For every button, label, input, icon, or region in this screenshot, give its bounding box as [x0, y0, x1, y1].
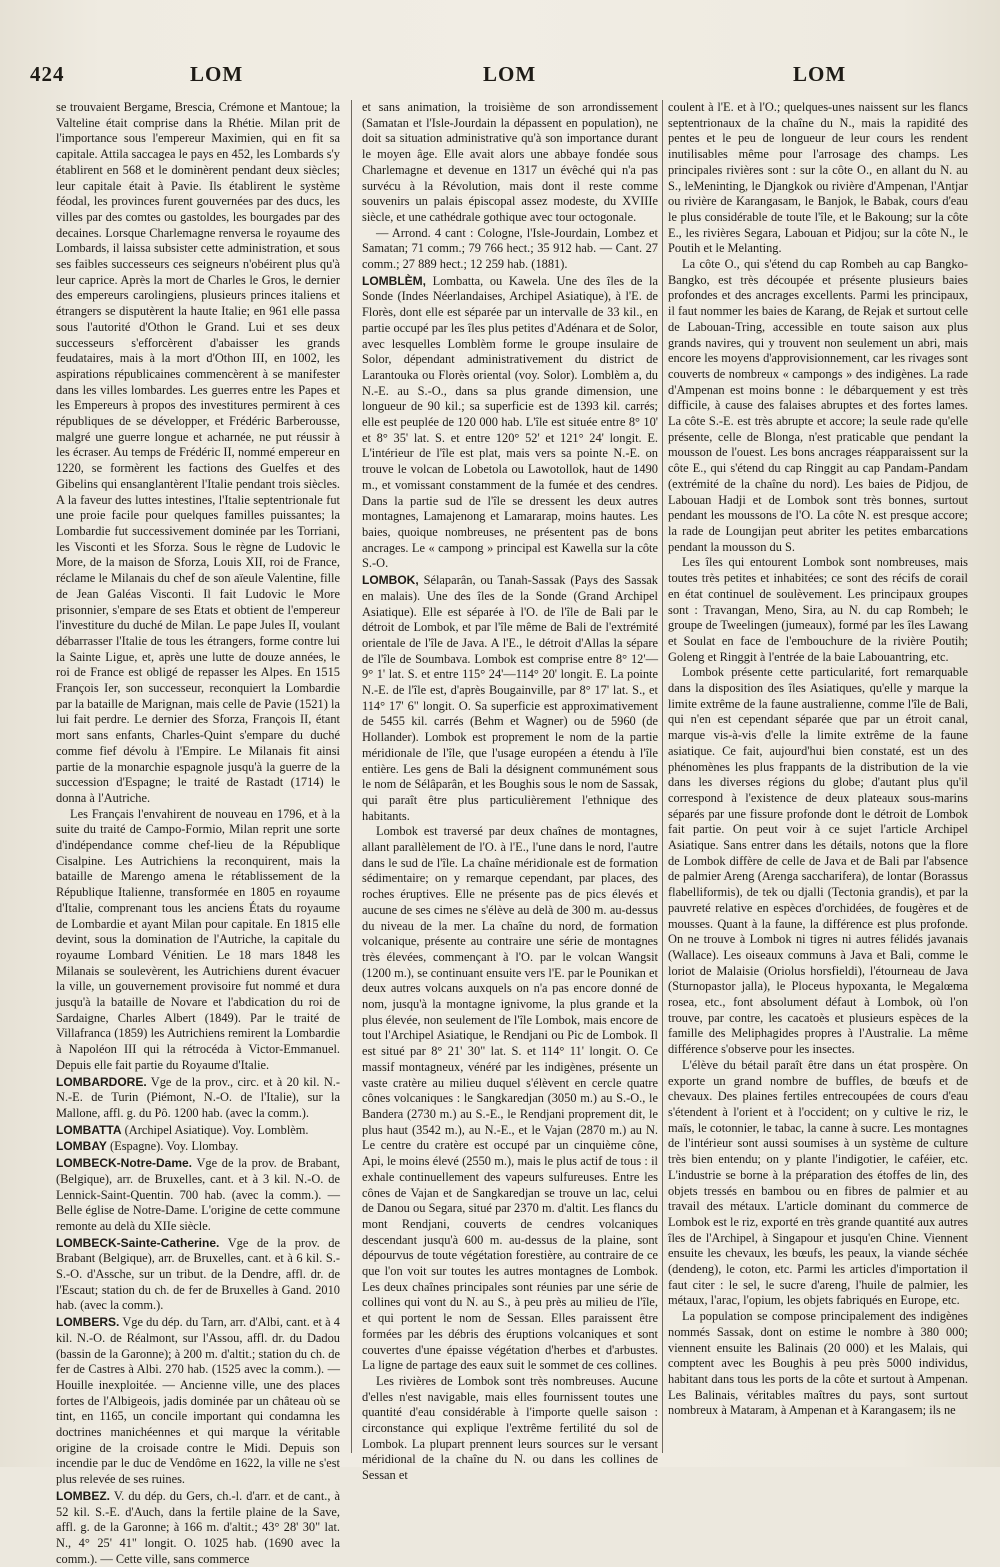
- entry-text: Sélaparân, ou Tanah-Sassak (Pays des Sassak en malais). Une des îles de la Sonde (Grand Archipel Asiatique). Elle est séparée à l'O. de l'île de Bali par le détroit de Lombok, et par l'île même de Bali de l'extrémité orientale de l'île de Java. A l'E., le détroit d'Allas la sépare de l'île de Soumbava. Lombok est comprise entre 8° 12'—9° 1' lat. S. et entre 115° 24'—114° 20' longit. E. La pointe N.-E. de l'île est, d'après Bougainville, par 8° 17' lat. S., et 114° 17' 6" longit. O. Sa superficie est approximativement de 5455 kil. carrés (Behm et Wagner) ou de 5960 (de Hollander). Lombok est proprement le nom de la partie méridionale de l'île, que l'usage européen a étendu à l'île entière. Les gens de Bali la désignent communément sous le nom de Sélâparân, et les Boughis sous le nom de Sassak, qui paraît être plus particulièrement l'ethnique des habitants.: [362, 573, 658, 823]
- entry-text: Vge du dép. du Tarn, arr. d'Albi, cant. et à 4 kil. N.-O. de Réalmont, sur l'Assou, affl. dr. du Dadou (bassin de la Garonne); à 200 m. d'altit.; station du ch. de fer de Castres à Albi. 270 hab. (1525 avec la comm.). — Houille inexploitée. — Ancienne ville, une des places fortes de l'Albigeois, jadis dominée par un château où se tint, en 1165, un concile important qui condamna les doctrines manichéennes et qui marque la véritable origine de la croisade contre le Midi. Depuis son incendie par le duc de Vendôme en 1622, la ville ne s'est plus relevée de ses ruines.: [56, 1315, 340, 1487]
- entry-text: Lombatta, ou Kawela. Une des îles de la Sonde (Indes Néerlandaises, Archipel Asiatique), à l'E. de Florès, dont elle est séparée par un intervalle de 33 kil., en partie occupé par les îles plus petites d'Adénara et de Solor, avec lesquelles Lomblèm forme le groupe insulaire de Solor, dépendant administrativement du district de Larantouka ou Florès oriental (voy. Solor). Lomblèm a, du N.-E. au S.-O., dans sa plus grande dimension, une longueur de 90 kil.; sa superficie est de 1393 kil. carrés; elle est peuplée de 120 000 hab. L'île est située entre 8° 10' et 8° 35' lat. S. et entre 120° 52' et 121° 24' longit. E. L'intérieur de l'île est plat, mais vers sa pointe N.-E. on trouve le volcan de Lobetola ou Lawotollok, haut de 1490 m., et vomissant constamment de la fumée et des cendres. Dans la partie sud de l'île se dressent les deux autres montagnes, Lamajenong et Lamararap, moins hautes. Les baies, quoique nombreuses, ne présentent pas de bons ancrages. Le « campong » principal est Kawella sur la côte S.-O.: [362, 273, 658, 571]
- entry-headword: LOMBEZ.: [56, 1488, 110, 1503]
- entry-lombers: [56, 1315, 340, 1488]
- page-number: 424: [30, 62, 65, 86]
- entry-headword: LOMBECK-Sainte-Catherine.: [56, 1235, 220, 1250]
- entry-lombok: [362, 573, 658, 824]
- entry-lomblem: [362, 274, 658, 572]
- paragraph-lombardie-history: se trouvaient Bergame, Brescia, Crémone et Mantoue; la Valteline était comprise dans la Rhétie. Milan prit de l'importance sous l'empereur Maximien, qui en fit sa capitale. Attila saccagea le pays en 452, les Lombards s'y établirent en 568 et le dominèrent pendant deux siècles; leur capitale était à Pavie. Ils établirent le système féodal, les provinces furent gouvernées par des ducs, les villes par des comtes ou gastoldes, les bourgades par des decaines. Lorsque Charlemagne renversa le royaume des Lombards, il laissa subsister cette administration, et sous ses faibles successeurs ces seigneurs n'obéirent plus qu'à leur caprice. Après la mort de Charles le Gros, le dernier des empereurs carolingiens, plusieurs princes italiens et étrangers se disputèrent la haute Italie; en 961 elle passa sous l'autorité d'Othon le Grand. Lui et ses deux successeurs s'efforcèrent d'abaisser les grands feudataires, mais à la mort d'Othon III, en 1002, les aspirations républicaines commencèrent à se manifester dans les villes lombardes. Les guerres entre les Papes et les Empereurs à propos des investitures permirent à ces républiques de se développer, et Frédéric Barberousse, malgré une guerre longue et acharnée, ne put réussir à les écraser. Au temps de Frédéric II, nommé empereur en 1220, se formèrent les factions des Guelfes et des Gibelins qui ensanglantèrent l'Italie pendant trois siècles. A la faveur des luttes intestines, l'Italie septentrionale fut une proie facile pour quelques familles puissantes; la Lombardie fut successivement dominée par les Torriani, les Visconti et les Sforza. Sous le règne de Ludovic le More, de la maison de Sforza, Louis XII, roi de France, réclame le Milanais du chef de son aïeule Valentine, fille de Jean Galéas Visconti. Il fait Ludovic le More prisonnier, s'empare de ses Etats et obtient de l'empereur l'investiture du duché de Milan. Le pape Jules II, voulant débarrasser l'Italie de tous les étrangers, forme contre lui la Sainte Ligue, et, après une lutte de douze années, le roi de France est obligé de repasser les Alpes. En 1515 François Ier, son successeur, reconquiert la Lombardie par la bataille de Marignan, mais celle de Pavie (1521) la lui fait perdre. Le dernier des Sforza, François II, étant mort sans enfants, Charles-Quint s'empare du duché comme fief dévolu à l'Empire. Le Milanais fit ainsi partie de la monarchie espagnole jusqu'à la guerre de la succession d'Espagne; le traité de Rastadt (1714) le donna à l'Autriche.: [56, 100, 340, 805]
- text-column-3: [668, 100, 968, 1455]
- column-rule-1: [351, 100, 352, 1453]
- entry-text: (Espagne). Voy. Llombay.: [110, 1139, 239, 1154]
- entry-lombeck-sainte-catherine: [56, 1236, 340, 1315]
- entry-lombatta: [56, 1123, 340, 1139]
- entry-lombardore: [56, 1075, 340, 1122]
- page-header: [0, 62, 1000, 98]
- paragraph-lombok-rivers-continued: coulent à l'E. et à l'O.; quelques-unes naissent sur les flancs septentrionaux de la chaîne du N., mais la rapidité des pentes et le peu de longueur de leur cours les rendent inutilisables même pour l'arrosage des champs. Les principales rivières sont : sur la côte O., en allant du N. au S., leMeninting, le Djangkok ou rivière d'Ampenan, l'Antjar ou rivière de Karangasam, le Banjok, le Babak, cours d'eau le plus considérable de toute l'île, et le Bakoung; sur la côte E., les rivières Segara, Labouan et Pidjou; sur la côte N., le Poutih et le Melanting.: [668, 100, 968, 256]
- entry-text: Vge de la prov., circ. et à 20 kil. N.-N.-E. de Turin (Piémont, N.-O. de l'Italie), sur la Mallone, affl. g. du Pô. 1200 hab. (avec la comm.).: [56, 1074, 340, 1120]
- running-headword-left: LOM: [190, 62, 244, 86]
- entry-headword: LOMBERS.: [56, 1315, 120, 1330]
- text-column-2: [362, 100, 658, 1483]
- text-column-1: [56, 100, 341, 1566]
- entry-text: Vge de la prov. de Brabant (Belgique), arr. de Bruxelles, cant. et à 6 kil. S.-S.-O. d'Assche, sur un tribut. de la Dendre, affl. dr. de l'Escaut; station du ch. de fer de Bruxelles à Gand. 2010 hab. (avec la comm.).: [56, 1235, 341, 1313]
- entry-headword: LOMBECK-Notre-Dame.: [56, 1156, 193, 1171]
- entry-headword: LOMBARDORE.: [56, 1074, 147, 1089]
- entry-text: Vge de la prov. de Brabant, (Belgique), arr. de Bruxelles, cant. et à 3 kil. N.-O. de Lennick-Saint-Quentin. 700 hab. (avec la comm.). — Belle église de Notre-Dame. L'origine de cette commune remonte au delà du XIIe siècle.: [56, 1156, 341, 1233]
- column-rule-2: [662, 100, 663, 1453]
- paragraph-lombez-statistics: — Arrond. 4 cant : Cologne, l'Isle-Jourdain, Lombez et Samatan; 71 comm.; 79 766 hect.; 35 912 hab. — Cant. 27 comm.; 27 889 hect.; 12 259 hab. (1881).: [362, 225, 658, 272]
- entry-headword: LOMBOK,: [362, 573, 419, 588]
- paragraph-lombez-continued: et sans animation, la troisième de son arrondissement (Samatan et l'Isle-Jourdain la dépassent en population), ne doit sa situation administrative qu'à son importance durant le moyen âge. Elle avait alors une abbaye fondée sous Charlemagne et devenue en 1317 un évêché qui n'a pas survécu à la Révolution, mais dont il reste comme souvenirs un palais épiscopal assez modeste, du XVIIIe siècle, et une cathédrale gothique avec tour octogonale.: [362, 100, 658, 224]
- entry-text: V. du dép. du Gers, ch.-l. d'arr. et de cant., à 52 kil. S.-E. d'Auch, dans la fertile plaine de la Save, affl. g. de la Garonne; à 166 m. d'altit.; 43° 28' 30" lat. N., 4° 25' 41" longit. O. 1025 hab. (1690 avec la comm.). — Cette ville, sans commerce: [56, 1488, 340, 1566]
- paragraph-lombok-population: La population se compose principalement des indigènes nommés Sassak, dont on estime le nombre à 380 000; viennent ensuite les Balinais (20 000) et les Malais, qui comptent avec les Boughis à peu près 5000 individus, habitant dans tous les ports de la côte et surtout à Ampenan. Les Balinais, véritables maîtres du pays, sont surtout nombreux à Mataram, à Ampenan et à Karangasem; ils ne: [668, 1309, 968, 1418]
- entry-lombay: [56, 1139, 340, 1155]
- paragraph-lombok-rivers: Les rivières de Lombok sont très nombreuses. Aucune d'elles n'est navigable, mais elles fournissent toutes une quantité d'eau considérable à l'importe quelle saison : circonstance qui explique l'extrême fertilité du sol de Lombok. La plupart prennent leurs sources sur le versant méridional de la chaîne du N. ou dans les collines de Sessan et: [362, 1373, 658, 1483]
- paragraph-lombok-islands: Les îles qui entourent Lombok sont nombreuses, mais toutes très petites et inhabitées; ce sont des récifs de corail en état continuel de soulèvement. Les principaux groupes sont : Travangan, Meno, Sira, au N. du cap Rombeh; le groupe de Tweelingen (jumeaux), formé par les îles Lawang et Soulat en face de l'embouchure de la rivière Poutih; Goleng et Ringgit à l'entrée de la baie Labouantring, etc.: [668, 555, 968, 664]
- paragraph-lombok-mountains: Lombok est traversé par deux chaînes de montagnes, allant parallèlement de l'O. à l'E., l'une dans le nord, l'autre dans le sud de l'île. La chaîne méridionale est de formation sédimentaire; on y remarque cependant, par places, des roches éruptives. Elle ne présente pas de pics élevés et aucune de ses cimes ne s'élève au delà de 300 m. au-dessus du niveau de la mer. La chaîne du nord, de formation volcanique, présente au contraire une série de montagnes très élevées, commençant à l'O. par le volcan Wangsit (1200 m.), se continuant ensuite vers l'E. par le Pounikan et deux autres volcans auxquels on n'a pas encore donné de nom, jusqu'à la montagne ignivome, la plus grande et la plus élevée, non seulement de l'île Lombok, mais encore de tout l'Archipel Asiatique, le Rendjani ou Pic de Lombok. Il est situé par 8° 21' 30" lat. S. et 114° 11' longit. O. Ce massif montagneux, vénéré par les indigènes, présente un vaste cratère au milieu duquel s'élèvent en cercle quatre cônes volcaniques : le Sangkaredjan (3050 m.) au S.-O., le Bandera (2730 m.) au S.-E., le Rendjani proprement dit, le plus haut (3542 m.), au N.-E., et le Vajan (2870 m.) au N. Le centre du cratère est occupé par un cinquième cône, Api, le moins élevé (2550 m.), mais le plus actif de tous : il exhale continuellement des vapeurs sulfureuses. Entre les cônes de Vajan et de Sangkaredjan se trouve un lac, celui de Danou ou Segara, situé par 2370 m. d'altit. Les flancs du mont Rendjani, couverts de cendres volcaniques descendant jusqu'à 600 m. au-dessus de la plaine, sont dépourvus de toute végétation forestière, au contraire de ce que l'on voit sur toutes les autres montagnes de Lombok. Les deux chaînes principales sont réunies par une série de collines qui vont du N. au S., à peu près au milieu de l'île, et qui portent le nom de Sessan. Elles paraissent être formées par les débris des éruptions volcaniques et sont couvertes d'une épaisse végétation d'herbes et d'arbustes. La ligne de partage des eaux suit le sommet de ces collines.: [362, 824, 658, 1373]
- paragraph-lombok-economy: L'élève du bétail paraît être dans un état prospère. On exporte un grand nombre de buffles, de bœufs et de chevaux. Des plaines fertiles entrecoupées de cours d'eau s'étendent à l'orient et à l'occident; on y cultive le riz, le maïs, le cotonnier, le tabac, la canne à sucre. Les montagnes de l'intérieur sont aussi soumises à un système de culture très bien entendu; on y plante l'indigotier, le caféier, etc. L'industrie se borne à la préparation des étoffes de lin, des objets tressés en bambou ou en fibres de palmier et au travail des métaux. L'article dominant du commerce de Lombok est le riz, exporté en très grande quantité aux autres îles de l'Archipel, à Singapour et jusqu'en Chine. Viennent ensuite les chevaux, les bœufs, les peaux, la viande séchée (dendeng), le coton, etc. Parmi les articles d'importation il faut citer : le sel, le sucre d'areng, l'huile de palmier, les métaux, l'arac, l'opium, les objets fabriqués en Europe, etc.: [668, 1057, 968, 1308]
- entry-headword: LOMBATTA: [56, 1122, 122, 1137]
- running-headword-middle: LOM: [483, 62, 537, 86]
- running-headword-right: LOM: [793, 62, 847, 86]
- paragraph-lombok-coasts: La côte O., qui s'étend du cap Rombeh au cap Bangko-Bangko, est très découpée et présente plusieurs baies profondes et des ancrages excellents. Parmi les principaux, il faut nommer les baies de Karang, de Rejak et surtout celle de Labouan-Tring, accessible en toute saison aux plus grands navires, qui y trouvent non seulement un abri, mais encore les moyens d'approvisionnement, car les rivages sont couverts de nombreux « campongs » des indigènes. La rade d'Ampenan est moins bonne : le débarquement y est très difficile, à cause des falaises abruptes et des fortes lames. La côte S.-E. est très abrupte et accore; la seule rade qu'elle présente, celle de Blonga, n'est praticable que pendant la mousson de l'ouest. Les bons ancrages réapparaissent sur la côte E., qui s'étend du cap Ringgit au cap Pandam-Pandam (extrémité de la chaîne du nord). Les baies de Pidjou, de Labouan Hadji et de Lombok sont très bonnes, surtout pendant les moussons de l'O. La côte N. est presque accore; la rade de Loungijan peut abriter les petites embarcations pendant la mousson du S.: [668, 257, 968, 554]
- entry-lombez: [56, 1489, 340, 1567]
- entry-lombeck-notre-dame: [56, 1156, 340, 1235]
- entry-text: (Archipel Asiatique). Voy. Lomblèm.: [124, 1122, 309, 1137]
- entry-headword: LOMBLÈM,: [362, 273, 426, 288]
- paragraph-lombardie-modern: Les Français l'envahirent de nouveau en 1796, et à la suite du traité de Campo-Formio, Milan reprit une sorte d'indépendance comme chef-lieu de la République Cisalpine. Les Autrichiens la reconquirent, mais la bataille de Marengo amena le rétablissement de la République Italienne, transformée en 1805 en royaume d'Italie, comprenant tous les anciens États du royaume de Lombardie et ayant Milan pour capitale. En 1815 elle devint, sous la domination de l'Autriche, la capitale du royaume Lombard Vénitien. Le 18 mars 1848 les Milanais se soulevèrent, les Autrichiens durent évacuer la ville, un gouvernement provisoire fut nommé et dura jusqu'à la bataille de Novare et l'abdication du roi de Sardaigne, Charles Albert (1849). Par le traité de Villafranca (1859) les Autrichiens remirent la Lombardie à Napoléon III qui la rétrocéda à Victor-Emmanuel. Depuis elle fait partie du Royaume d'Italie.: [56, 806, 340, 1072]
- paragraph-lombok-fauna-flora: Lombok présente cette particularité, fort remarquable dans la disposition des îles Asiatiques, qu'elle y marque la limite extrême de la faune australienne, comme l'île de Bali, qui n'en est cependant séparée que par un étroit canal, marque vis-à-vis d'elle la limite extrême de la faune asiatique. Ce fait, aujourd'hui bien constaté, est un des phénomènes les plus frappants de la distribution de la vie dans les diverses régions du globe; d'autant plus qu'il correspond à l'existence de deux plateaux sous-marins séparés par une fissure profonde dont le détroit de Lombok fait partie. On peut voir à ce sujet l'article Archipel Asiatique. Sans entrer dans les détails, notons que la flore de Lombok diffère de celle de Java et de Bali par l'absence de palmier Areng (Arenga saccharifera), de lontar (Borassus flabelliformis), de tek ou djalli (Tectonia grandis), et par la pauvreté relative en espèces d'orchidées, de fougères et de mousses. Quant à la faune, la différence est plus profonde. On ne trouve à Lombok ni tigres ni autres félidés javanais (Wallace). Les oiseaux communs à Java et Bali, comme le loriot de Malaisie (Oriolus horsfieldi), l'étourneau de Java (Sturnopastor jalla), le Ploceus hypoxanta, le Megalœma rosea, etc., font absolument défaut à Lombok, où l'on trouve, par contre, les cacatoès et plusieurs espèces de la famille des Meliphagides propres à l'Australie. La même différence s'observe pour les insectes.: [668, 665, 968, 1057]
- entry-headword: LOMBAY: [56, 1139, 107, 1154]
